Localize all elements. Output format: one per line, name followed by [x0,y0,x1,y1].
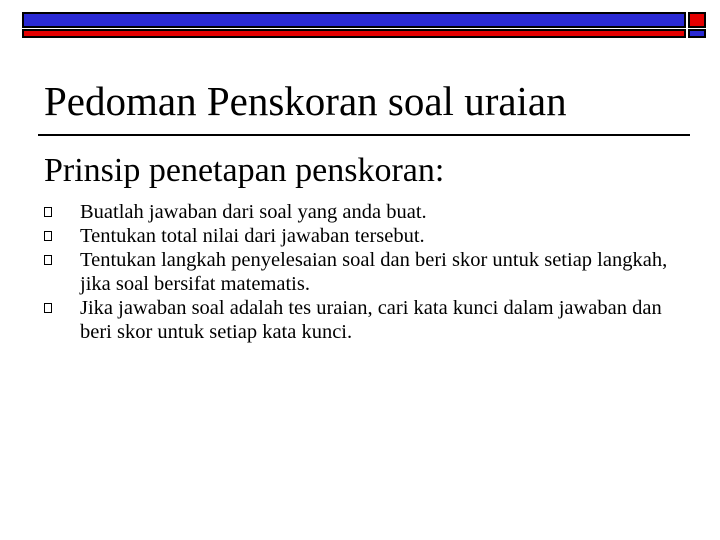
slide-title: Pedoman Penskoran soal uraian [44,78,567,124]
hollow-square-bullet-icon [44,207,52,217]
top-bar-red-square [688,12,706,28]
title-underline-divider [38,134,690,136]
hollow-square-bullet-icon [44,255,52,265]
hollow-square-bullet-icon [44,303,52,313]
top-bar-blue-stripe [22,12,686,28]
bullet-text: Tentukan total nilai dari jawaban tersebut. [80,225,425,247]
decorative-top-bar [22,12,708,38]
bullet-text: Tentukan langkah penyelesaian soal dan beri skor untuk setiap langkah, jika soal bersifat matematis. [80,249,668,295]
bullet-item [0,200,690,224]
bullet-text: Buatlah jawaban dari soal yang anda buat. [80,201,427,223]
top-bar-blue-square [688,29,706,38]
hollow-square-bullet-icon [44,231,52,241]
slide-subtitle: Prinsip penetapan penskoran: [44,152,445,189]
bullet-item [0,296,690,344]
top-bar-red-stripe [22,29,686,38]
bullet-item [0,248,690,296]
bullet-list [0,200,690,344]
bullet-text: Jika jawaban soal adalah tes uraian, cari kata kunci dalam jawaban dan beri skor untuk setiap kata kunci. [80,297,662,343]
bullet-item [0,224,690,248]
